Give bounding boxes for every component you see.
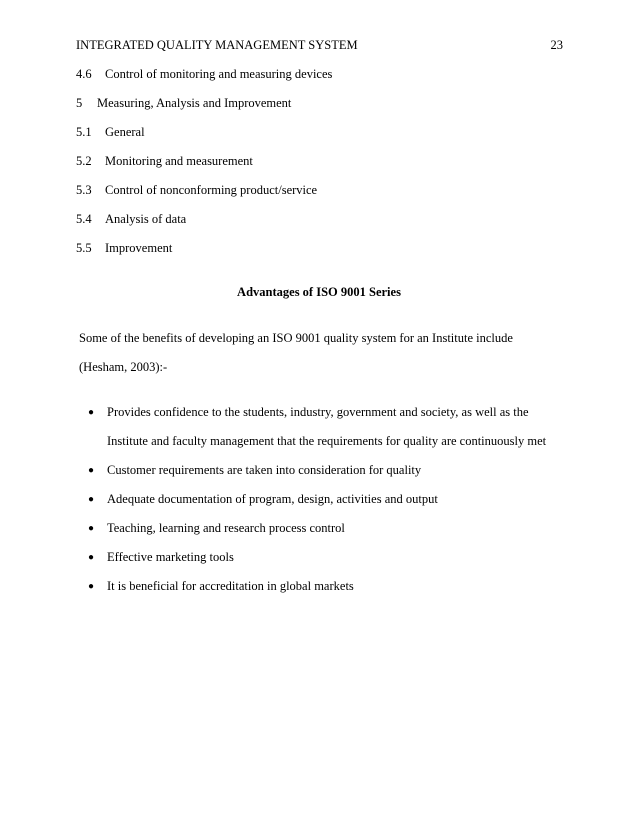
list-item-text: Adequate documentation of program, design, activities and output — [107, 492, 438, 506]
section-item — [76, 183, 556, 212]
section-number: 5.3 — [76, 183, 92, 197]
bullet-icon: ● — [88, 465, 95, 476]
list-item-text: Effective marketing tools — [107, 550, 234, 564]
page-header — [76, 38, 563, 53]
running-title: INTEGRATED QUALITY MANAGEMENT SYSTEM — [76, 38, 358, 52]
section-item — [76, 212, 556, 241]
section-number: 5.4 — [76, 212, 92, 226]
list-item — [86, 398, 556, 456]
intro-paragraph — [79, 324, 559, 382]
section-item — [76, 154, 556, 183]
list-item — [86, 572, 556, 601]
section-heading: Advantages of ISO 9001 Series — [237, 285, 401, 299]
section-title: Control of nonconforming product/service — [105, 183, 318, 197]
section-item — [76, 125, 556, 154]
bullet-icon: ● — [88, 523, 95, 534]
list-item — [86, 456, 556, 485]
section-title: Analysis of data — [105, 212, 187, 226]
list-item-text: It is beneficial for accreditation in global markets — [107, 579, 354, 593]
section-number: 5.5 — [76, 241, 92, 255]
section-item — [76, 241, 556, 270]
bullet-icon: ● — [88, 552, 95, 563]
section-item — [76, 96, 556, 125]
bullet-icon: ● — [88, 407, 95, 418]
list-item — [86, 485, 556, 514]
section-list — [76, 67, 556, 270]
section-title: Monitoring and measurement — [105, 154, 253, 168]
page-number: 23 — [550, 38, 563, 52]
list-item-text: Customer requirements are taken into consideration for quality — [107, 463, 422, 477]
section-number: 4.6 — [76, 67, 92, 81]
bullet-icon: ● — [88, 581, 95, 592]
section-title: Control of monitoring and measuring devices — [105, 67, 333, 81]
intro-citation: (Hesham, 2003):- — [79, 360, 168, 374]
list-item-text: Teaching, learning and research process control — [107, 521, 345, 535]
intro-line: Some of the benefits of developing an ISO 9001 quality system for an Institute include — [79, 331, 513, 345]
list-item — [86, 514, 556, 543]
section-number: 5.1 — [76, 125, 92, 139]
list-item-text: Provides confidence to the students, industry, government and society, as well as the — [107, 405, 529, 419]
section-title: Improvement — [105, 241, 173, 255]
section-number: 5.2 — [76, 154, 92, 168]
list-item-text-continued: Institute and faculty management that the requirements for quality are continuously met — [107, 434, 547, 448]
section-title: Measuring, Analysis and Improvement — [97, 96, 292, 110]
benefits-list — [86, 398, 556, 601]
section-title: General — [105, 125, 145, 139]
section-number: 5 — [76, 96, 83, 110]
bullet-icon: ● — [88, 494, 95, 505]
section-item — [76, 67, 556, 96]
list-item — [86, 543, 556, 572]
